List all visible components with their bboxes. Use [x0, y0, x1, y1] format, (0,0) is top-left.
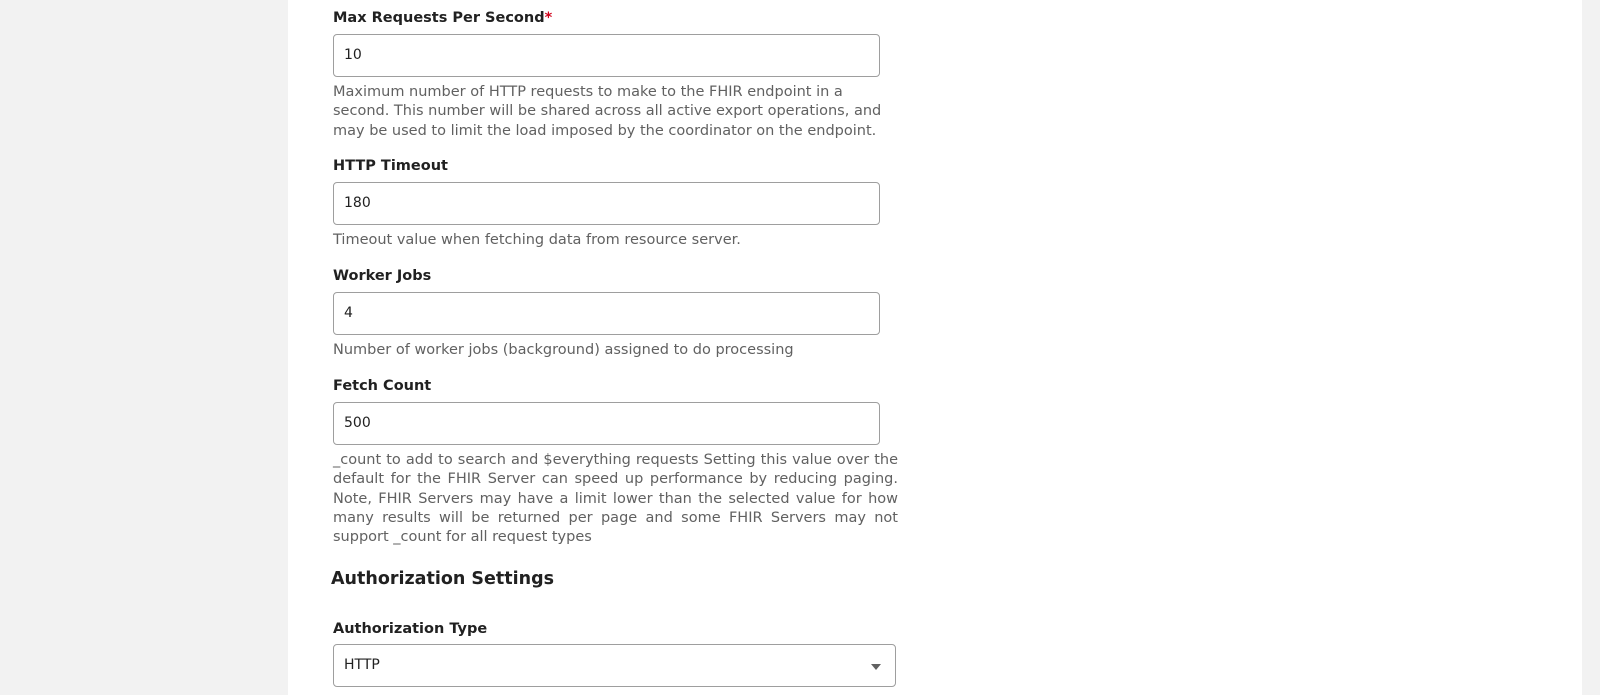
- http-timeout-input[interactable]: 180: [333, 182, 880, 225]
- authorization-type-label: Authorization Type: [333, 621, 488, 637]
- http-timeout-label: HTTP Timeout: [333, 158, 448, 174]
- authorization-settings-heading: Authorization Settings: [331, 569, 555, 589]
- http-timeout-help: Timeout value when fetching data from resource server.: [333, 232, 741, 248]
- fetch-count-help: _count to add to search and $everything requests Setting this value over the default for the FHIR Server can speed up performance by reducing paging. Note, FHIR Servers may have a limit lower than the selected value for how many results will be returned per page and some FHIR Servers may not support _count for all request types: [333, 452, 898, 546]
- http-timeout-field: [333, 157, 898, 250]
- authorization-type-select[interactable]: [333, 644, 896, 687]
- max-requests-label: Max Requests Per Second: [333, 10, 545, 26]
- settings-panel: [288, 0, 1582, 695]
- authorization-type-value: HTTP: [344, 657, 380, 673]
- required-marker: *: [544, 10, 553, 26]
- chevron-down-icon: [871, 664, 881, 670]
- fetch-count-input[interactable]: 500: [333, 402, 880, 445]
- worker-jobs-field: [333, 267, 898, 360]
- max-requests-help: Maximum number of HTTP requests to make to the FHIR endpoint in a second. This number will be shared across all active export operations, and may be used to limit the load imposed by the coordinator on the endpoint.: [333, 84, 882, 139]
- worker-jobs-label: Worker Jobs: [333, 268, 432, 284]
- authorization-type-field: [333, 620, 898, 687]
- worker-jobs-input[interactable]: 4: [333, 292, 880, 335]
- max-requests-input[interactable]: 10: [333, 34, 880, 77]
- worker-jobs-help: Number of worker jobs (background) assigned to do processing: [333, 342, 794, 358]
- max-requests-field: [333, 9, 898, 141]
- fetch-count-label: Fetch Count: [333, 378, 432, 394]
- fetch-count-field: [333, 377, 898, 547]
